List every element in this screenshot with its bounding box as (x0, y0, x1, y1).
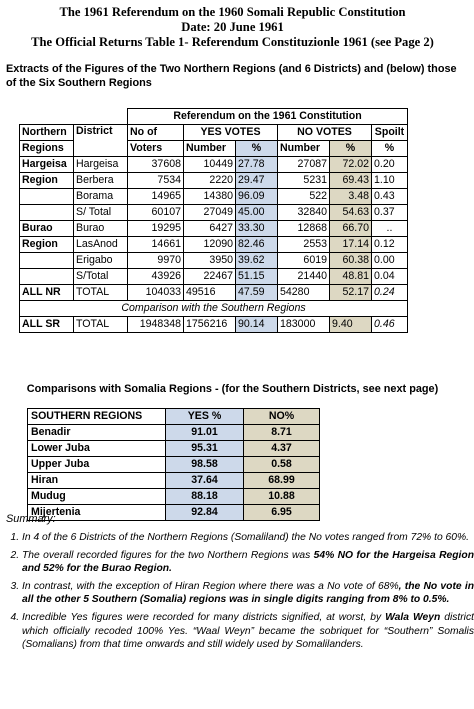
cell-no-pct: 0.58 (244, 457, 320, 473)
cell-no-pct: 10.88 (244, 489, 320, 505)
page-date: Date: 20 June 1961 (181, 20, 284, 34)
header-no-pct: NO% (244, 409, 320, 425)
cell-yes-number: 14380 (184, 189, 236, 205)
header-southern-region: SOUTHERN REGIONS (28, 409, 166, 425)
cell-no-number: 5231 (278, 173, 330, 189)
cell-yes-number: 2220 (184, 173, 236, 189)
cell-yes-pct: 27.78 (236, 157, 278, 173)
summary-emphasis: 54% NO for the Hargeisa Region and 52% for the Burao Region. (22, 549, 474, 575)
cell-yes-pct: 96.09 (236, 189, 278, 205)
cell-yes-pct: 91.01 (166, 425, 244, 441)
page-subtitle: The Official Returns Table 1- Referendum Constituzionle 1961 (see Page 2) (31, 35, 434, 49)
table-row (20, 189, 408, 205)
cell-no-pct: 72.02 (330, 157, 372, 173)
cell-district: Burao (74, 221, 128, 237)
cell-voters: 14965 (128, 189, 184, 205)
cell-district: S/ Total (74, 205, 128, 221)
cell-spoilt: 0.46 (372, 317, 408, 333)
header-spoilt-pct: % (372, 141, 408, 157)
cell-voters: 43926 (128, 269, 184, 285)
header-yes: YES VOTES (184, 125, 278, 141)
cell-spoilt: 0.37 (372, 205, 408, 221)
cell-spoilt: 1.10 (372, 173, 408, 189)
cell-yes-number: 6427 (184, 221, 236, 237)
summary-text-end: district which officially recoded 100% Yes. “Waal Weyn” became the sobriquet for “Southern” Somalis (Somalians) from that time onwards and still widely used by Somalilanders. (22, 611, 474, 651)
cell-region (20, 253, 74, 269)
summary-text: The overall recorded figures for the two Northern Regions was (22, 549, 314, 561)
cell-no-pct: 66.70 (330, 221, 372, 237)
cell-region (20, 205, 74, 221)
southern-regions-table (27, 408, 320, 521)
summary-item (22, 611, 474, 652)
table-row (28, 457, 320, 473)
cell-yes-pct: 29.47 (236, 173, 278, 189)
cell-no-pct: 48.81 (330, 269, 372, 285)
cell-no-pct: 9.40 (330, 317, 372, 333)
summary-text: In contrast, with the exception of Hiran Region where there was a No vote of 68% (22, 580, 399, 592)
table-row (28, 473, 320, 489)
cell-voters: 19295 (128, 221, 184, 237)
summary-heading: Summary: (6, 513, 56, 525)
cell-no-pct: 4.37 (244, 441, 320, 457)
header-no: NO VOTES (278, 125, 372, 141)
summary-emphasis: Wala Weyn (385, 611, 441, 623)
cell-yes-pct: 45.00 (236, 205, 278, 221)
table-row (20, 285, 408, 301)
header-yes-pct: % (236, 141, 278, 157)
cell-region: Benadir (28, 425, 166, 441)
cell-yes-number: 3950 (184, 253, 236, 269)
cell-district: Hargeisa (74, 157, 128, 173)
cell-yes-number: 49516 (184, 285, 236, 301)
cell-district: TOTAL (74, 285, 128, 301)
cell-yes-number: 27049 (184, 205, 236, 221)
cell-district: TOTAL (74, 317, 128, 333)
cell-no-number: 54280 (278, 285, 330, 301)
cell-region: Upper Juba (28, 457, 166, 473)
cell-spoilt: .. (372, 221, 408, 237)
table-row (28, 425, 320, 441)
cell-yes-pct: 33.30 (236, 221, 278, 237)
cell-yes-number: 10449 (184, 157, 236, 173)
cell-voters: 14661 (128, 237, 184, 253)
cell-yes-pct: 98.58 (166, 457, 244, 473)
table-row (20, 205, 408, 221)
header-yes-pct: YES % (166, 409, 244, 425)
header-no-number: Number (278, 141, 330, 157)
cell-no-number: 12868 (278, 221, 330, 237)
summary-item (22, 549, 474, 576)
cell-district: Erigabo (74, 253, 128, 269)
table-row (20, 173, 408, 189)
header-voters-a: No of (128, 125, 184, 141)
table-row (28, 505, 320, 521)
summary-item (22, 580, 474, 607)
cell-district: LasAnod (74, 237, 128, 253)
header-yes-number: Number (184, 141, 236, 157)
cell-no-number: 2553 (278, 237, 330, 253)
cell-yes-pct: 37.64 (166, 473, 244, 489)
cell-voters: 37608 (128, 157, 184, 173)
table-row (20, 269, 408, 285)
table-row (28, 441, 320, 457)
cell-no-pct: 17.14 (330, 237, 372, 253)
cell-region: Burao (20, 221, 74, 237)
referendum-table (19, 108, 408, 333)
cell-yes-pct: 51.15 (236, 269, 278, 285)
cell-region: Region (20, 237, 74, 253)
cell-region: Hargeisa (20, 157, 74, 173)
cell-no-pct: 52.17 (330, 285, 372, 301)
header-voters-b: Voters (128, 141, 184, 157)
cell-no-number: 32840 (278, 205, 330, 221)
cell-yes-pct: 82.46 (236, 237, 278, 253)
cell-region: Mudug (28, 489, 166, 505)
comparison-row: Comparison with the Southern Regions (20, 301, 408, 317)
table-row (20, 253, 408, 269)
cell-spoilt: 0.12 (372, 237, 408, 253)
header-region-a: Northern (20, 125, 74, 141)
cell-spoilt: 0.20 (372, 157, 408, 173)
table-row (20, 221, 408, 237)
cell-yes-number: 22467 (184, 269, 236, 285)
cell-district: Berbera (74, 173, 128, 189)
summary-emphasis: , the No vote in all the other 5 Southern (Somalia) regions was in single digits ranging from 8% to 0.5%. (22, 580, 474, 606)
cell-yes-pct: 90.14 (236, 317, 278, 333)
header-region-b: Regions (20, 141, 74, 157)
cell-region: Mijertenia (28, 505, 166, 521)
summary-list (6, 531, 474, 656)
cell-spoilt: 0.43 (372, 189, 408, 205)
cell-no-pct: 68.99 (244, 473, 320, 489)
cell-voters: 9970 (128, 253, 184, 269)
extract-heading: Extracts of the Figures of the Two Northern Regions (and 6 Districts) and (below) those of the Six Southern Regions (6, 63, 457, 89)
table-row (28, 489, 320, 505)
cell-voters: 1948348 (128, 317, 184, 333)
header-spoilt: Spoilt (372, 125, 408, 141)
summary-text: Incredible Yes figures were recorded for many districts signified, at worst, by (22, 611, 386, 623)
cell-no-number: 6019 (278, 253, 330, 269)
cell-yes-pct: 88.18 (166, 489, 244, 505)
cell-region: ALL SR (20, 317, 74, 333)
cell-spoilt: 0.04 (372, 269, 408, 285)
cell-voters: 60107 (128, 205, 184, 221)
cell-no-number: 183000 (278, 317, 330, 333)
cell-no-pct: 3.48 (330, 189, 372, 205)
cell-yes-number: 12090 (184, 237, 236, 253)
table-row (20, 157, 408, 173)
table-row (20, 237, 408, 253)
cell-spoilt: 0.00 (372, 253, 408, 269)
cell-voters: 7534 (128, 173, 184, 189)
cell-no-pct: 69.43 (330, 173, 372, 189)
cell-yes-pct: 47.59 (236, 285, 278, 301)
cell-region (20, 189, 74, 205)
cell-region (20, 269, 74, 285)
cell-region: ALL NR (20, 285, 74, 301)
comparison-heading: Comparisons with Somalia Regions - (for the Southern Districts, see next page) (26, 383, 439, 395)
cell-no-number: 522 (278, 189, 330, 205)
cell-region: Hiran (28, 473, 166, 489)
cell-yes-pct: 95.31 (166, 441, 244, 457)
cell-district: Borama (74, 189, 128, 205)
header-no-pct: % (330, 141, 372, 157)
table-caption: Referendum on the 1961 Constitution (128, 109, 408, 125)
cell-no-number: 27087 (278, 157, 330, 173)
cell-no-pct: 60.38 (330, 253, 372, 269)
cell-no-pct: 54.63 (330, 205, 372, 221)
cell-no-number: 21440 (278, 269, 330, 285)
table-row (20, 317, 408, 333)
cell-yes-pct: 39.62 (236, 253, 278, 269)
summary-text: In 4 of the 6 Districts of the Northern Regions (Somaliland) the No votes ranged from 72% to 60%. (22, 532, 469, 543)
cell-spoilt: 0.24 (372, 285, 408, 301)
page-title: The 1961 Referendum on the 1960 Somali Republic Constitution (59, 5, 406, 19)
cell-region: Lower Juba (28, 441, 166, 457)
summary-item (22, 531, 474, 545)
cell-district: S/Total (74, 269, 128, 285)
cell-no-pct: 6.95 (244, 505, 320, 521)
cell-yes-pct: 92.84 (166, 505, 244, 521)
cell-region: Region (20, 173, 74, 189)
cell-voters: 104033 (128, 285, 184, 301)
cell-yes-number: 1756216 (184, 317, 236, 333)
header-district: District (74, 125, 128, 157)
cell-no-pct: 8.71 (244, 425, 320, 441)
